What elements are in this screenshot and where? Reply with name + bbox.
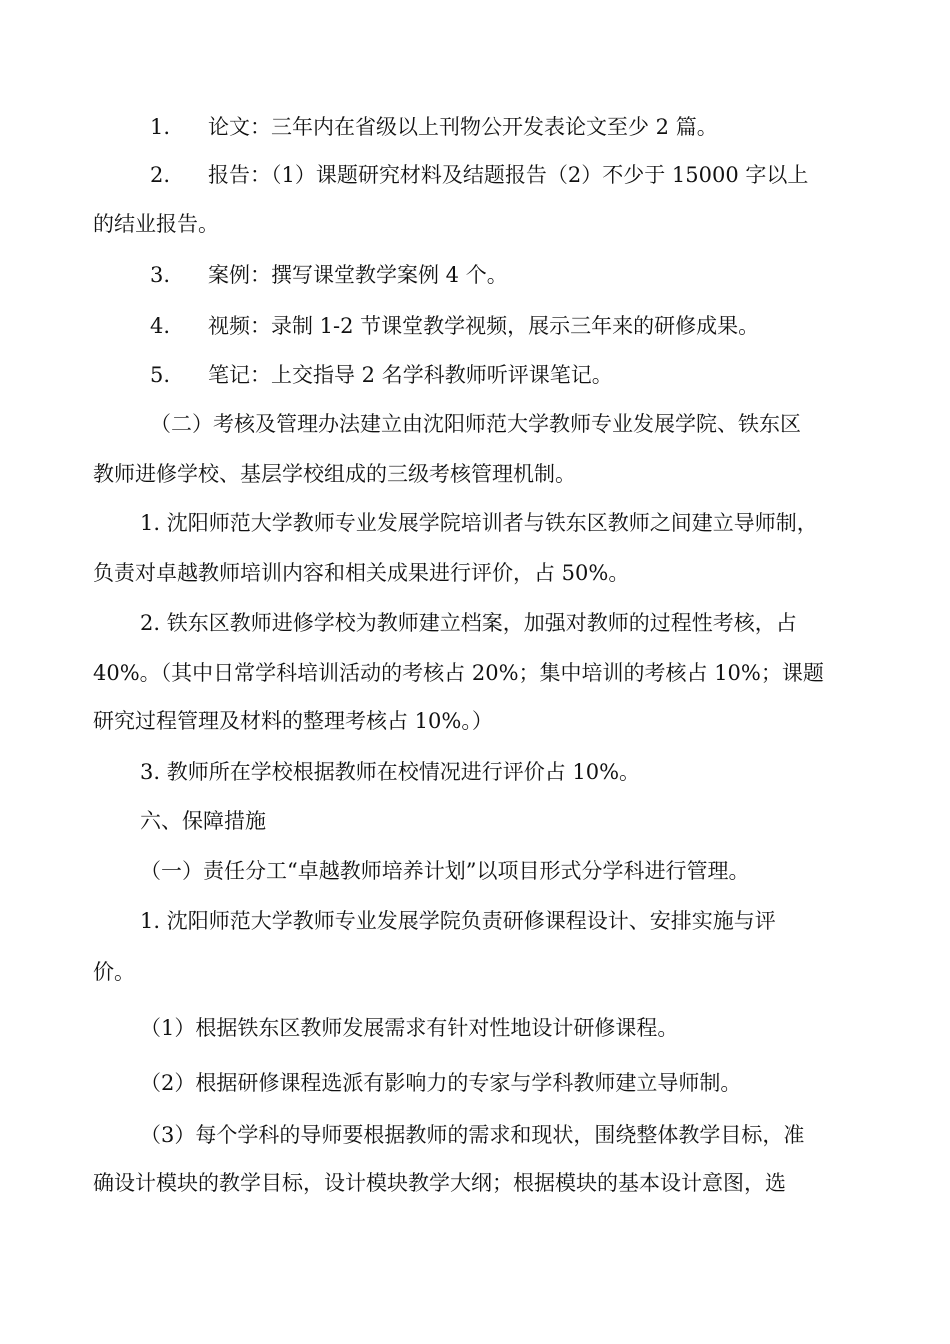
item-3-number: 3. <box>150 263 171 287</box>
section-heading: （二）考核及管理办法建立由沈阳师范大学教师专业发展学院、铁东区 <box>150 412 801 436</box>
paragraph-line: 教师进修学校、基层学校组成的三级考核管理机制。 <box>93 462 576 486</box>
item-2-number: 2. <box>150 163 171 187</box>
item-1-number: 1. <box>150 115 171 139</box>
paragraph-line: 3. 教师所在学校根据教师在校情况进行评价占 10%。 <box>140 760 641 784</box>
paragraph-line: 的结业报告。 <box>93 212 219 236</box>
paragraph-line: 价。 <box>93 960 135 984</box>
item-5-number: 5. <box>150 363 171 387</box>
item-2-text: 报告：（1）课题研究材料及结题报告（2）不少于 15000 字以上 <box>208 163 809 187</box>
item-1-text: 论文：三年内在省级以上刊物公开发表论文至少 2 篇。 <box>208 115 718 139</box>
paragraph-line: 2. 铁东区教师进修学校为教师建立档案，加强对教师的过程性考核，占 <box>140 611 797 635</box>
item-4-text: 视频：录制 1-2 节课堂教学视频，展示三年来的研修成果。 <box>208 314 760 338</box>
item-5-text: 笔记：上交指导 2 名学科教师听评课笔记。 <box>208 363 613 387</box>
paragraph-line: 研究过程管理及材料的整理考核占 10%。） <box>93 709 493 733</box>
paragraph-line: 确设计模块的教学目标，设计模块教学大纲；根据模块的基本设计意图，选 <box>93 1171 786 1195</box>
section-heading: 六、保障措施 <box>140 809 266 833</box>
paragraph-line: 负责对卓越教师培训内容和相关成果进行评价，占 50%。 <box>93 561 630 585</box>
item-4-number: 4. <box>150 314 171 338</box>
subsection-heading: （一）责任分工“卓越教师培养计划”以项目形式分学科进行管理。 <box>140 859 750 883</box>
paragraph-line: 1. 沈阳师范大学教师专业发展学院培训者与铁东区教师之间建立导师制， <box>140 511 818 535</box>
paragraph-line: （1）根据铁东区教师发展需求有针对性地设计研修课程。 <box>140 1016 679 1040</box>
item-3-text: 案例：撰写课堂教学案例 4 个。 <box>208 263 508 287</box>
paragraph-line: 40%。（其中日常学科培训活动的考核占 20%；集中培训的考核占 10%；课题 <box>93 661 824 685</box>
paragraph-line: （2）根据研修课程选派有影响力的专家与学科教师建立导师制。 <box>140 1071 742 1095</box>
paragraph-line: （3）每个学科的导师要根据教师的需求和现状，围绕整体教学目标，准 <box>140 1123 805 1147</box>
paragraph-line: 1. 沈阳师范大学教师专业发展学院负责研修课程设计、安排实施与评 <box>140 909 776 933</box>
